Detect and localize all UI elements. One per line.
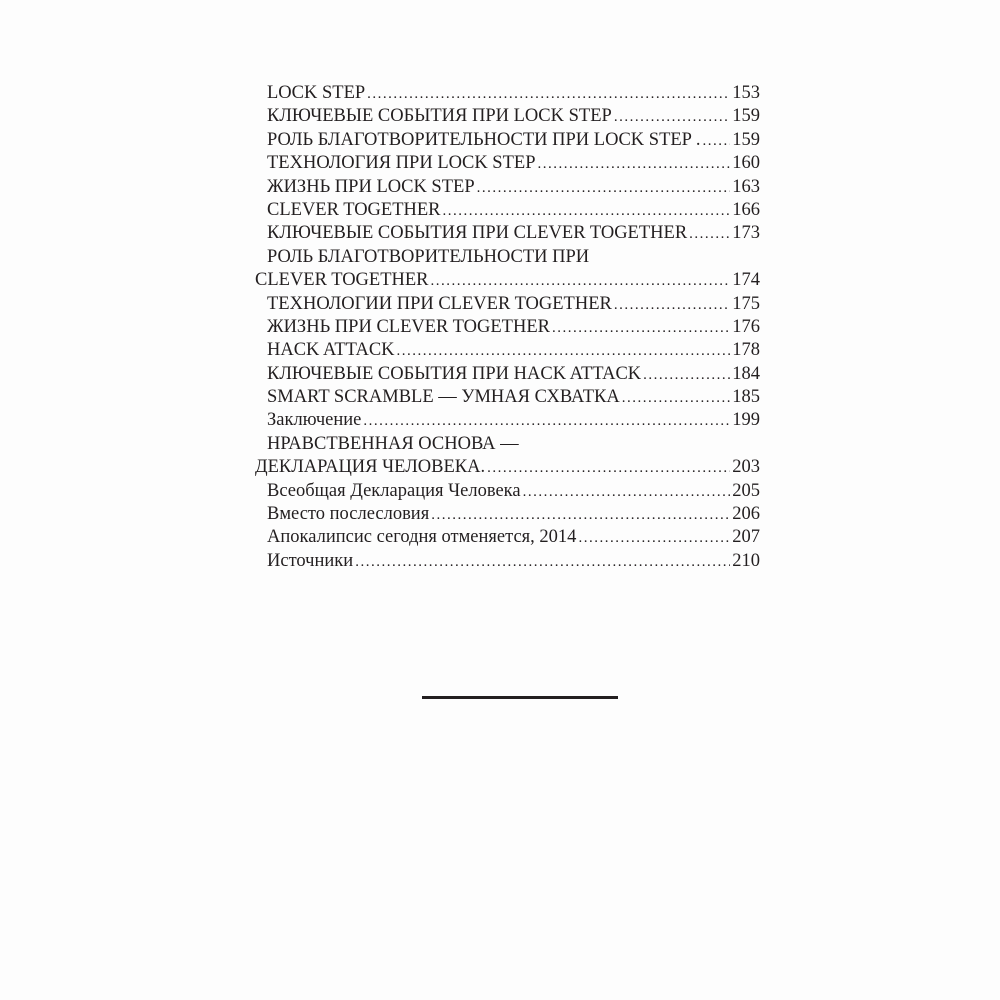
dot-leader (487, 457, 730, 480)
toc-entry-title: Всеобщая Декларация Человека (267, 480, 521, 501)
dot-leader (614, 106, 730, 129)
toc-entry (255, 550, 760, 573)
toc-entry (255, 316, 760, 339)
toc-entry (255, 386, 760, 409)
dot-leader (363, 410, 730, 433)
dot-leader (614, 294, 730, 317)
toc-entry-page: 175 (732, 293, 760, 314)
toc-entry (255, 176, 760, 199)
toc-entry-title: ТЕХНОЛОГИЯ ПРИ LOCK STEP (267, 153, 536, 174)
toc-entry (255, 105, 760, 128)
dot-leader (703, 130, 731, 153)
dot-leader (397, 340, 731, 363)
toc-entry (255, 480, 760, 503)
dot-leader (367, 83, 730, 106)
dot-leader (431, 504, 730, 527)
dot-leader (477, 177, 731, 200)
toc-entry-page: 207 (732, 527, 760, 548)
dot-leader (622, 387, 731, 410)
toc-entry-title: НРАВСТВЕННАЯ ОСНОВА — (267, 433, 519, 454)
toc-entry (255, 433, 760, 456)
toc-entry-title: РОЛЬ БЛАГОТВОРИТЕЛЬНОСТИ ПРИ LOCK STEP . (267, 129, 701, 150)
dot-leader (355, 551, 730, 574)
toc-entry-page: 160 (732, 153, 760, 174)
toc-entry-title: КЛЮЧЕВЫЕ СОБЫТИЯ ПРИ CLEVER TOGETHER (267, 223, 688, 244)
toc-entry-title: ТЕХНОЛОГИИ ПРИ CLEVER TOGETHER (267, 293, 612, 314)
toc-entry-title: РОЛЬ БЛАГОТВОРИТЕЛЬНОСТИ ПРИ (267, 246, 590, 267)
toc-entry (255, 152, 760, 175)
toc-entry-page: 184 (732, 363, 760, 384)
toc-entry (255, 456, 760, 479)
dot-leader (443, 200, 731, 223)
toc-entry (255, 222, 760, 245)
toc-entry-page: 163 (732, 176, 760, 197)
toc-entry-page: 203 (732, 457, 760, 478)
dot-leader (431, 270, 731, 293)
dot-leader (689, 223, 730, 246)
toc-entry-page: 206 (732, 504, 760, 525)
toc-entry-title: ЖИЗНЬ ПРИ LOCK STEP (267, 176, 475, 197)
horizontal-rule (422, 696, 618, 699)
toc-entry-page: 174 (732, 270, 760, 291)
toc-entry (255, 363, 760, 386)
dot-leader (523, 481, 731, 504)
toc-entry-title: ДЕКЛАРАЦИЯ ЧЕЛОВЕКА. (255, 457, 486, 478)
toc-entry-page: 166 (732, 199, 760, 220)
toc-entry-title: ЖИЗНЬ ПРИ CLEVER TOGETHER (267, 316, 550, 337)
toc-entry-title: КЛЮЧЕВЫЕ СОБЫТИЯ ПРИ LOCK STEP (267, 106, 612, 127)
toc-entry-title: LOCK STEP (267, 83, 366, 103)
toc-entry (255, 199, 760, 222)
toc-entry-title: CLEVER TOGETHER (255, 270, 429, 291)
toc-entry-page: 153 (732, 83, 760, 103)
toc-entry-page: 199 (732, 410, 760, 431)
toc-entry-title: SMART SCRAMBLE — УМНАЯ СХВАТКА (267, 387, 620, 408)
toc-entry-page: 173 (732, 223, 760, 244)
dot-leader (578, 527, 730, 550)
toc-entry (255, 82, 760, 105)
toc-entry (255, 503, 760, 526)
toc-entry-title: Заключение (267, 410, 362, 431)
toc-entry (255, 269, 760, 292)
toc-entry-page: 159 (732, 106, 760, 127)
toc-entry-title: CLEVER TOGETHER (267, 199, 441, 220)
toc-entry-page: 159 (732, 129, 760, 150)
dot-leader (643, 364, 730, 387)
toc-entry-page: 185 (732, 387, 760, 408)
dot-leader (552, 317, 730, 340)
toc-entry-title: КЛЮЧЕВЫЕ СОБЫТИЯ ПРИ HACK ATTACK (267, 363, 642, 384)
toc-entry-title: HACK ATTACK (267, 340, 395, 361)
dot-leader (538, 153, 731, 176)
toc-entry (255, 246, 760, 269)
toc-entry-title: Вместо послесловия (267, 504, 430, 525)
toc-entry-page: 176 (732, 316, 760, 337)
toc-entry (255, 293, 760, 316)
toc-entry-title: Апокалипсис сегодня отменяется, 2014 (267, 527, 577, 548)
toc-entry (255, 129, 760, 152)
toc-entry-title: Источники (267, 550, 354, 571)
toc-entry-page: 210 (732, 550, 760, 571)
table-of-contents (255, 82, 760, 573)
toc-entry-page: 178 (732, 340, 760, 361)
toc-entry (255, 409, 760, 432)
toc-entry-page: 205 (732, 480, 760, 501)
toc-entry (255, 339, 760, 362)
toc-entry (255, 526, 760, 549)
